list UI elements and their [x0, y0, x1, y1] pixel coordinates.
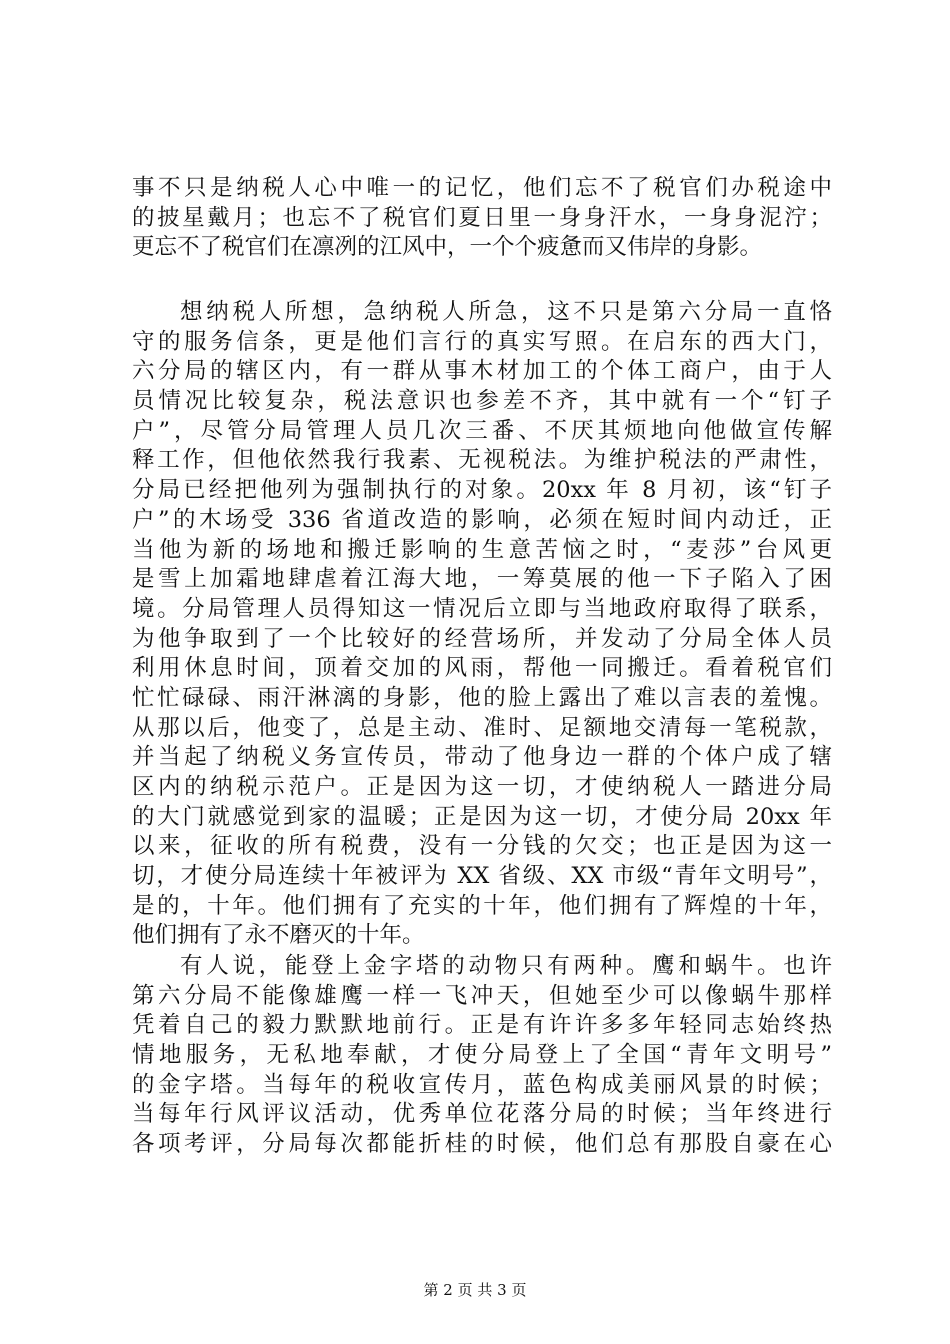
text-line: 当每年行风评议活动，优秀单位花落分局的时候；当年终进行	[132, 1101, 832, 1128]
paragraph-2	[132, 298, 832, 951]
text-line: 境。分局管理人员得知这一情况后立即与当地政府取得了联系，	[132, 595, 832, 622]
text-line: 凭着自己的毅力默默地前行。正是有许许多多年轻同志始终热	[132, 1012, 832, 1039]
text-line: 情地服务，无私地奉献，才使分局登上了全国“青年文明号”	[132, 1042, 832, 1069]
text-line: 以来，征收的所有税费，没有一分钱的欠交；也正是因为这一	[132, 833, 832, 860]
paragraph-1	[132, 174, 832, 263]
text-line: 他们拥有了永不磨灭的十年。	[132, 922, 425, 949]
text-line: 当他为新的场地和搬迁影响的生意苦恼之时，“麦莎”台风更	[132, 536, 832, 563]
text-line: 切，才使分局连续十年被评为 XX 省级、XX 市级“青年文明号”，	[132, 863, 832, 890]
text-line: 是雪上加霜地肆虐着江海大地，一筹莫展的他一下子陷入了困	[132, 566, 832, 593]
text-line: 利用休息时间，顶着交加的风雨，帮他一同搬迁。看着税官们	[132, 655, 832, 682]
text-line: 有人说，能登上金字塔的动物只有两种。鹰和蜗牛。也许	[180, 953, 832, 979]
text-line: 第六分局不能像雄鹰一样一飞冲天，但她至少可以像蜗牛那样	[132, 982, 832, 1009]
text-line: 事不只是纳税人心中唯一的记忆，他们忘不了税官们办税途中	[132, 175, 832, 201]
text-line: 员情况比较复杂，税法意识也参差不齐，其中就有一个“钉子	[132, 388, 832, 415]
text-line: 忙忙碌碌、雨汗淋漓的身影，他的脸上露出了难以言表的羞愧。	[132, 684, 832, 711]
text-line: 六分局的辖区内，有一群从事木材加工的个体工商户，由于人	[132, 358, 832, 385]
text-line: 区内的纳税示范户。正是因为这一切，才使纳税人一踏进分局	[132, 774, 832, 800]
text-line: 守的服务信条，更是他们言行的真实写照。在启东的西大门，	[132, 328, 832, 355]
page-number-footer: 第 2 页 共 3 页	[423, 1281, 527, 1299]
text-line: 户”的木场受 336 省道改造的影响，必须在短时间内动迁，正	[132, 506, 832, 533]
text-line: 户”，尽管分局管理人员几次三番、不厌其烦地向他做宣传解	[132, 417, 832, 444]
text-line: 的金字塔。当每年的税收宣传月，蓝色构成美丽风景的时候；	[132, 1071, 832, 1098]
text-line: 更忘不了税官们在凛冽的江风中，一个个疲惫而又伟岸的身影。	[132, 234, 763, 261]
text-line: 从那以后，他变了，总是主动、准时、足额地交清每一笔税款，	[132, 714, 832, 741]
text-line: 是的，十年。他们拥有了充实的十年，他们拥有了辉煌的十年，	[132, 892, 832, 919]
paragraph-3	[132, 952, 832, 1160]
text-line: 的披星戴月；也忘不了税官们夏日里一身身汗水，一身身泥泞；	[132, 204, 832, 231]
text-line: 为他争取到了一个比较好的经营场所，并发动了分局全体人员	[132, 625, 832, 652]
text-line: 释工作，但他依然我行我素、无视税法。为维护税法的严肃性，	[132, 447, 832, 474]
text-line: 各项考评，分局每次都能折桂的时候，他们总有那股自豪在心	[132, 1131, 832, 1158]
text-line: 的大门就感觉到家的温暖；正是因为这一切，才使分局 20xx 年	[132, 803, 832, 830]
text-line: 想纳税人所想，急纳税人所急，这不只是第六分局一直恪	[180, 299, 832, 325]
text-line: 并当起了纳税义务宣传员，带动了他身边一群的个体户成了辖	[132, 744, 832, 771]
text-line: 分局已经把他列为强制执行的对象。20xx 年 8 月初，该“钉子	[132, 477, 832, 504]
